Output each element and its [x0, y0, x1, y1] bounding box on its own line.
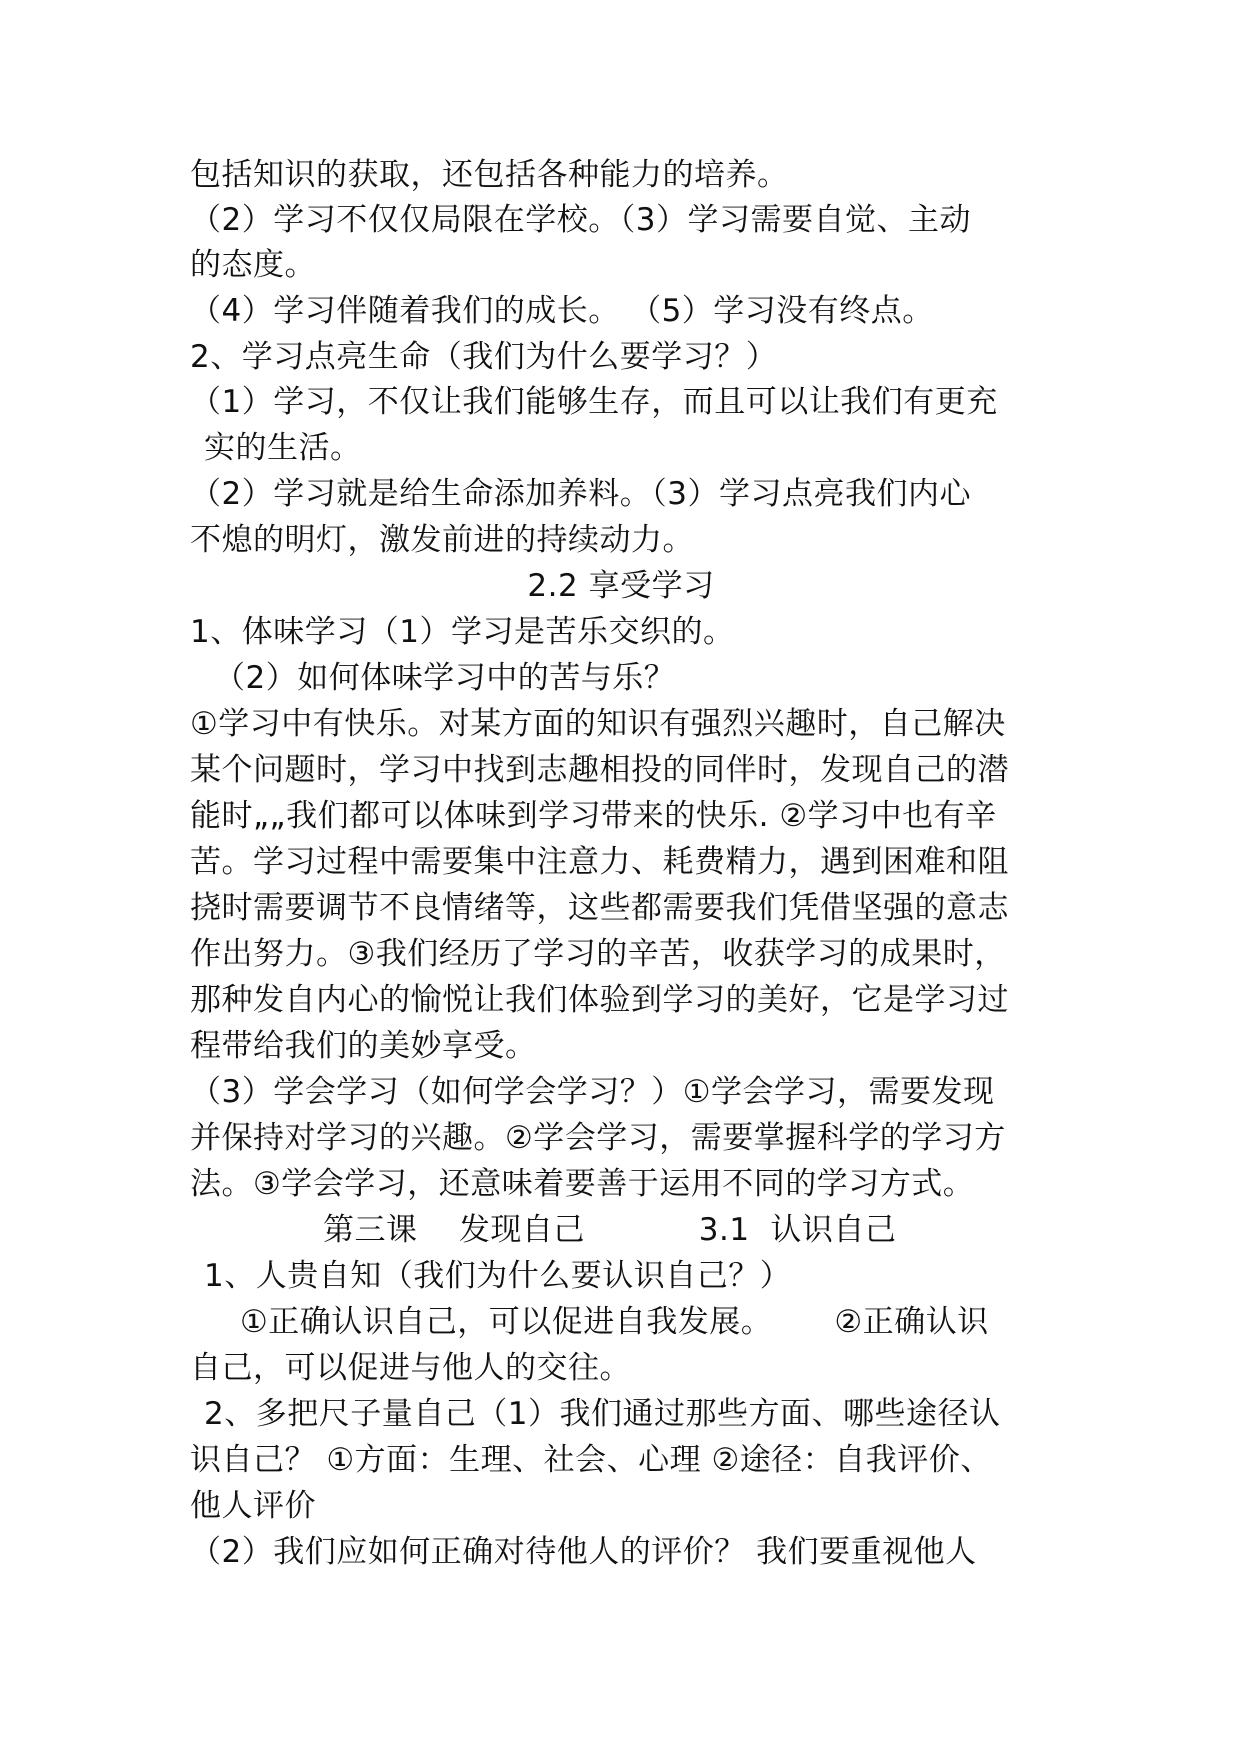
- text-line: 1、体味学习（1）学习是苦乐交织的。: [190, 614, 735, 650]
- text-line: 能时„„我们都可以体味到学习带来的快乐. ②学习中也有辛: [190, 798, 997, 834]
- text-line: （2）学习不仅仅局限在学校。（3）学习需要自觉、主动: [190, 202, 971, 238]
- text-line: 2、多把尺子量自己（1）我们通过那些方面、哪些途径认: [204, 1396, 1001, 1432]
- text-line: 苦。学习过程中需要集中注意力、耗费精力，遇到困难和阻: [190, 844, 1009, 880]
- text-line: 1、人贵自知（我们为什么要认识自己？）: [204, 1258, 792, 1294]
- text-line: 2、学习点亮生命（我们为什么要学习？）: [190, 339, 778, 375]
- text-line: 自己，可以促进与他人的交往。: [190, 1350, 631, 1386]
- text-line: 程带给我们的美妙享受。: [190, 1028, 537, 1064]
- text-line: 那种发自内心的愉悦让我们体验到学习的美好，它是学习过: [190, 982, 1009, 1018]
- text-line: 挠时需要调节不良情绪等，这些都需要我们凭借坚强的意志: [190, 890, 1009, 926]
- text-line: 的态度。: [190, 247, 316, 283]
- text-line: 不熄的明灯，激发前进的持续动力。: [190, 522, 694, 558]
- text-line: 包括知识的获取，还包括各种能力的培养。: [190, 157, 789, 193]
- text-line: 某个问题时，学习中找到志趣相投的同伴时，发现自己的潜: [190, 752, 1009, 788]
- text-line: 作出努力。③我们经历了学习的辛苦，收获学习的成果时，: [190, 936, 1006, 972]
- chapter-heading: 第三课 发现自己 3.1 认识自己: [323, 1212, 897, 1248]
- text-line: 实的生活。: [204, 430, 362, 466]
- text-line: 识自己？ ①方面：生理、社会、心理 ②途径：自我评价、: [190, 1442, 992, 1478]
- text-line: （4）学习伴随着我们的成长。 （5）学习没有终点。: [190, 293, 934, 329]
- text-line: （2）学习就是给生命添加养料。（3）学习点亮我们内心: [190, 476, 971, 512]
- text-line: （1）学习，不仅让我们能够生存，而且可以让我们有更充: [190, 384, 998, 420]
- text-line: （2）如何体味学习中的苦与乐？: [214, 660, 676, 696]
- text-line: （3）学会学习（如何学会学习？）①学会学习，需要发现: [190, 1074, 995, 1110]
- text-line: 并保持对学习的兴趣。②学会学习，需要掌握科学的学习方: [190, 1120, 1006, 1156]
- section-heading: 2.2 享受学习: [527, 568, 715, 604]
- text-line: ①正确认识自己，可以促进自我发展。 ②正确认识: [240, 1304, 989, 1340]
- text-line: ①学习中有快乐。对某方面的知识有强烈兴趣时，自己解决: [190, 706, 1006, 742]
- text-line: （2）我们应如何正确对待他人的评价？ 我们要重视他人: [190, 1534, 977, 1570]
- text-line: 他人评价: [190, 1488, 316, 1524]
- text-line: 法。③学会学习，还意味着要善于运用不同的学习方式。: [190, 1166, 975, 1202]
